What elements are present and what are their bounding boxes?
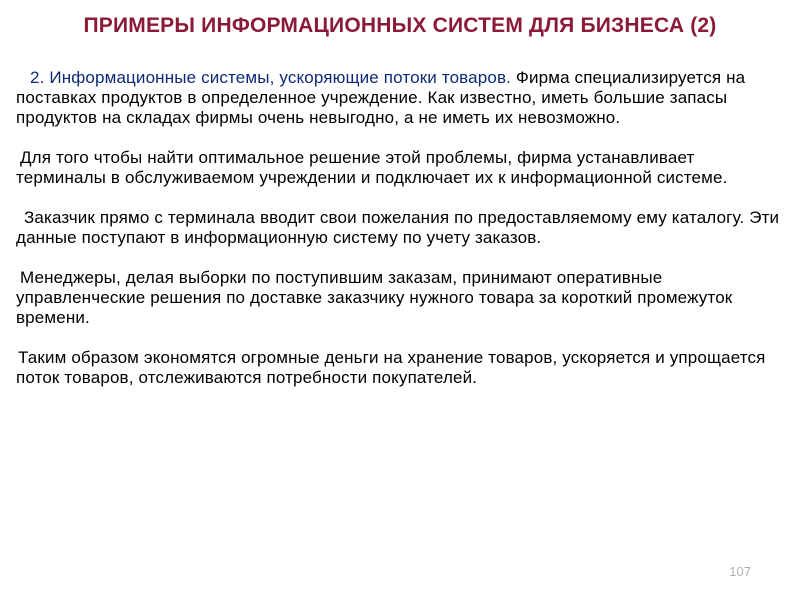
paragraph-5	[16, 348, 786, 388]
paragraph-4-text: Менеджеры, делая выборки по поступившим заказам, принимают оперативные управленческие решения по доставке заказчику нужного товара за короткий промежуток времени.	[16, 268, 733, 327]
paragraph-4	[16, 268, 786, 328]
slide-body	[16, 68, 786, 408]
paragraph-1-heading: 2. Информационные системы, ускоряющие потоки товаров.	[30, 68, 512, 87]
paragraph-1	[16, 68, 786, 128]
paragraph-3	[16, 208, 786, 248]
page-number: 107	[729, 564, 751, 579]
slide-title: ПРИМЕРЫ ИНФОРМАЦИОННЫХ СИСТЕМ ДЛЯ БИЗНЕСА (2)	[83, 14, 717, 37]
paragraph-2-text: Для того чтобы найти оптимальное решение этой проблемы, фирма устанавливает терминалы в обслуживаемом учреждении и подключает их к информационной системе.	[16, 148, 728, 187]
paragraph-2	[16, 148, 786, 188]
paragraph-5-text: Таким образом экономятся огромные деньги на хранение товаров, ускоряется и упрощается поток товаров, отслеживаются потребности покупателей.	[16, 348, 766, 387]
paragraph-1-text: Фирма специализируется на поставках продуктов в определенное учреждение. Как известно, иметь большие запасы продуктов на складах фирмы очень невыгодно, а не иметь их невозможно.	[16, 68, 746, 127]
paragraph-3-text: Заказчик прямо с терминала вводит свои пожелания по предоставляемому ему каталогу. Эти данные поступают в информационную систему по учету заказов.	[16, 208, 780, 247]
